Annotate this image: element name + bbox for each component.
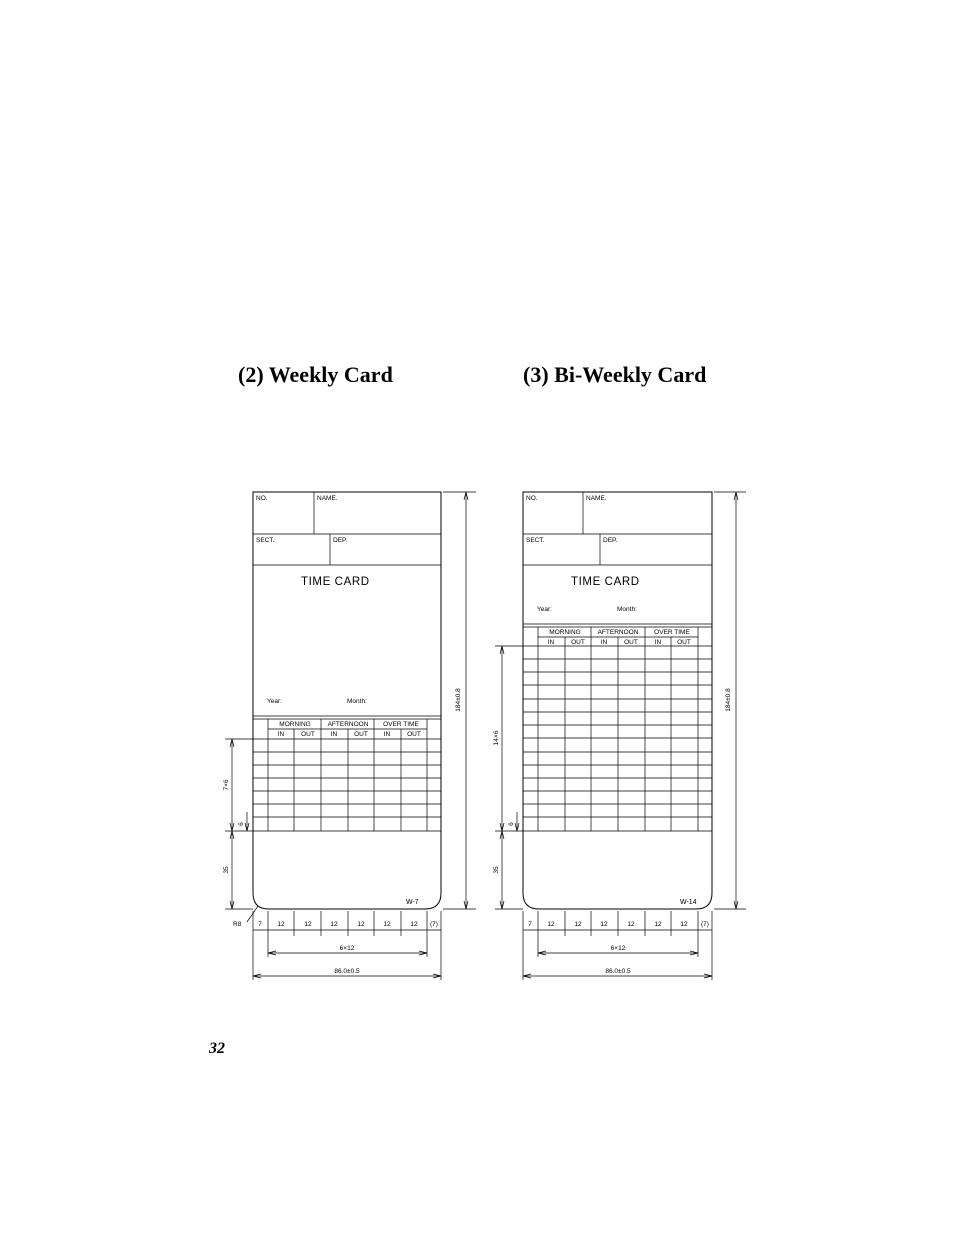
biweekly-title: TIME CARD (571, 576, 640, 588)
biweekly-in-3: IN (654, 639, 662, 646)
biweekly-height-dim: 184±0.8 (725, 688, 732, 712)
weekly-in-3: IN (383, 731, 391, 738)
biweekly-afternoon-header: AFTERNOON (597, 629, 639, 636)
weekly-cols-span-dim: 6×12 (339, 945, 355, 952)
biweekly-cell-dim-6: 12 (680, 921, 688, 928)
biweekly-cell-dim-4: 12 (627, 921, 635, 928)
weekly-radius-dim: R8 (233, 921, 242, 928)
biweekly-year-label: Year: (537, 606, 552, 613)
weekly-band-dim: 35 (223, 866, 230, 874)
biweekly-cell-dim-2: 12 (574, 921, 582, 928)
weekly-in-2: IN (330, 731, 338, 738)
biweekly-card (493, 492, 746, 980)
weekly-rows-dim: 7×6 (223, 779, 230, 791)
weekly-cell-dim-6: 12 (410, 921, 418, 928)
biweekly-rows-dim: 14×6 (493, 730, 500, 746)
weekly-month-label: Month: (347, 698, 367, 705)
weekly-overtime-header: OVER TIME (383, 721, 419, 728)
weekly-width-dim: 86.0±0.5 (334, 968, 360, 975)
weekly-in-1: IN (277, 731, 285, 738)
weekly-card-code: W-7 (406, 899, 419, 906)
biweekly-sect-label: SECT. (526, 537, 545, 544)
biweekly-cell-dim-7: (7) (701, 921, 709, 928)
biweekly-no-label: NO. (526, 495, 538, 502)
biweekly-card-code: W-14 (680, 899, 697, 906)
biweekly-card-heading: (3) Bi-Weekly Card (523, 362, 707, 387)
biweekly-in-2: IN (600, 639, 608, 646)
biweekly-band-dim: 35 (493, 866, 500, 874)
biweekly-cell-dim-0: 7 (528, 921, 532, 928)
weekly-cell-dim-2: 12 (304, 921, 312, 928)
biweekly-out-2: OUT (624, 639, 638, 646)
biweekly-out-3: OUT (677, 639, 691, 646)
weekly-year-label: Year: (267, 698, 282, 705)
biweekly-morning-header: MORNING (549, 629, 581, 636)
biweekly-overtime-header: OVER TIME (654, 629, 690, 636)
weekly-cell-dim-7: (7) (430, 921, 438, 928)
biweekly-out-1: OUT (571, 639, 585, 646)
biweekly-name-label: NAME. (586, 495, 607, 502)
biweekly-cell-dim-3: 12 (600, 921, 608, 928)
page-number: 32 (209, 1040, 225, 1057)
weekly-cell-dim-3: 12 (330, 921, 338, 928)
weekly-card (223, 492, 476, 980)
biweekly-month-label: Month: (617, 606, 637, 613)
weekly-no-label: NO. (256, 495, 268, 502)
weekly-morning-header: MORNING (279, 721, 311, 728)
biweekly-cols-span-dim: 6×12 (610, 945, 626, 952)
biweekly-cell-dim-5: 12 (654, 921, 662, 928)
weekly-out-1: OUT (301, 731, 315, 738)
biweekly-dep-label: DEP. (603, 537, 618, 544)
biweekly-width-dim: 86.0±0.5 (605, 968, 631, 975)
biweekly-cell-dim-1: 12 (547, 921, 555, 928)
biweekly-card-outline (523, 492, 712, 909)
weekly-out-3: OUT (407, 731, 421, 738)
weekly-card-heading: (2) Weekly Card (238, 362, 393, 387)
weekly-sect-label: SECT. (256, 537, 275, 544)
weekly-name-label: NAME. (317, 495, 338, 502)
weekly-afternoon-header: AFTERNOON (327, 721, 369, 728)
biweekly-header-row-dim: 6 (508, 822, 515, 826)
weekly-cell-dim-1: 12 (277, 921, 285, 928)
biweekly-in-1: IN (547, 639, 555, 646)
weekly-cell-dim-0: 7 (258, 921, 262, 928)
weekly-height-dim: 184±0.8 (455, 688, 462, 712)
weekly-dep-label: DEP. (333, 537, 348, 544)
weekly-title: TIME CARD (301, 576, 370, 588)
weekly-cell-dim-5: 12 (383, 921, 391, 928)
weekly-cell-dim-4: 12 (357, 921, 365, 928)
weekly-out-2: OUT (354, 731, 368, 738)
weekly-header-row-dim: 6 (238, 822, 245, 826)
